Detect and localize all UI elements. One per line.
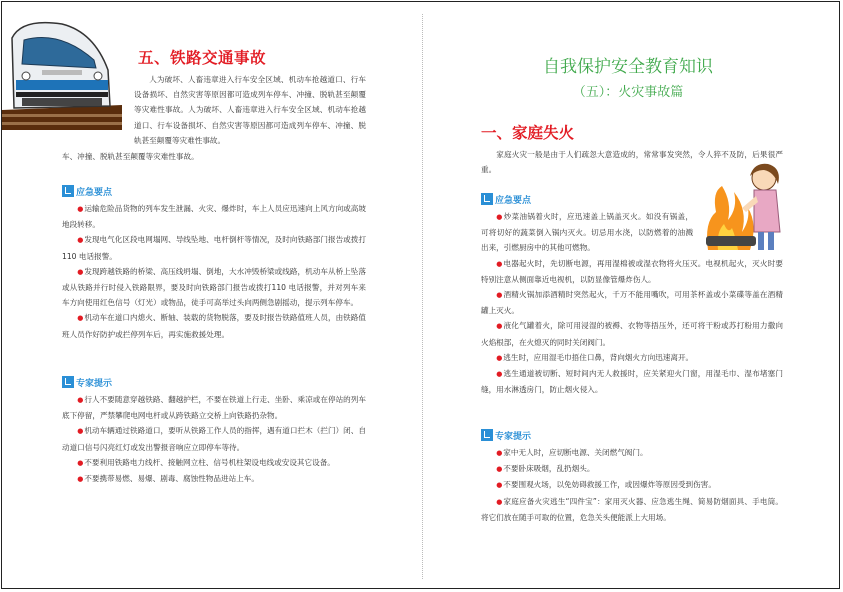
list-item: ● 液化气罐着火，除可用浸湿的被褥、衣物等捂压外，还可将干粉或苏打粉用力撒向火焰根部，在火熄灭的同时关闭阀门。	[481, 318, 783, 349]
home-fire-emergency-list	[481, 209, 783, 397]
emergency-points-heading	[481, 191, 531, 207]
list-item: ● 机动车在道口内熄火、断轴、装载的货物脱落，要及时报告铁路值班人员，由铁路值班人员作好防护或拦停列车后，再实施救援处理。	[62, 310, 366, 341]
railway-emergency-list	[62, 201, 366, 342]
list-item: ● 家中无人时，应切断电源、关闭燃气阀门。	[481, 445, 783, 461]
list-item: ● 不要携带易燃、易爆、剧毒、腐蚀性物品进站上车。	[62, 471, 366, 487]
list-item: ● 行人不要随意穿越铁路、翻越护栏，不要在铁道上行走、坐卧、乘凉或在停站的列车底下停留，严禁攀爬电网电杆或从跨铁路立交桥上向铁路扔杂物。	[62, 392, 366, 423]
train-illustration	[2, 10, 122, 130]
home-fire-intro: 家庭火灾一般是由于人们疏忽大意造成的，常常事发突然，令人猝不及防，后果很严重。	[481, 150, 783, 175]
list-item: ● 不要利用铁路电力线杆、接触网立柱、信号机柱架设电线或安设其它设备。	[62, 455, 366, 471]
list-item: ● 逃生时，应用湿毛巾捂住口鼻，背向烟火方向迅速离开。	[481, 350, 783, 366]
page-subtitle: （五）：火灾事故篇	[572, 85, 684, 100]
arrow-icon	[62, 376, 74, 388]
list-item: ● 机动车辆通过铁路道口，要听从铁路工作人员的指挥，遇有道口拦木（拦门）闭、自动道口信号闪亮红灯或发出警报音响应立即停车等待。	[62, 423, 366, 454]
list-item: ● 不要卧床吸烟，乱扔烟头。	[481, 461, 783, 477]
list-item: ● 电器起火时，先切断电源，再用湿棉被或湿衣物将火压灭。电视机起火，灭火时要特别注意从侧面靠近电视机，以防显像管爆炸伤人。	[481, 256, 783, 287]
expert-tips-label: 专家提示	[495, 431, 532, 442]
list-item: ● 运输危险品货物的列车发生泄漏、火灾、爆炸时，车上人员应迅速向上风方向或高坡地段转移。	[62, 201, 366, 232]
page-spine	[422, 14, 423, 579]
list-item: ● 发现跨越铁路的桥梁、高压线坍塌、倒地，大水冲毁桥梁或线路，机动车从桥上坠落或从铁路并行时侵入铁路限界，要及时向铁路部门报告或拨打110 电话报警，并对列车来车方向使用红色信号（灯光）或物品，徒手可高举过头向两侧急剧摇动，提示列车停车。	[62, 264, 366, 311]
railway-intro: 人为破坏、人畜违章进入行车安全区域、机动车抢越道口、行车设备损坏、自然灾害等原因都可造成列车停车、冲撞、脱轨甚至颠覆等灾难性事故。人为破坏、人畜违章进入行车安全区域、机动车抢越道口、行车设备损坏、自然灾害等原因都可造成列车停车、冲撞、脱轨甚至颠覆等灾难性事故。	[134, 75, 366, 145]
list-item: ● 逃生通道被切断、短时间内无人救援时，应关紧迎火门窗，用湿毛巾、湿布堵塞门缝，用水淋透房门，防止烟火侵入。	[481, 366, 783, 397]
emergency-points-heading	[62, 183, 112, 199]
list-item: ● 家庭应备火灾逃生“四件宝”：家用灭火器、应急逃生绳、简易防烟面具、手电筒。将它们放在随手可取的位置，危急关头便能派上大用场。	[481, 494, 783, 525]
expert-tips-label: 专家提示	[76, 378, 113, 389]
list-item: ● 发现电气化区段电网塌网、导线坠地、电杆倒杆等情况，及时向铁路部门报告或拨打110 电话报警。	[62, 232, 366, 263]
railway-tips-list	[62, 392, 366, 487]
expert-tips-heading	[62, 374, 112, 390]
list-item: ● 不要围观火场，以免妨碍救援工作，或因爆炸等原因受到伤害。	[481, 477, 783, 493]
emergency-points-label: 应急要点	[495, 195, 532, 206]
list-item: ● 酒精火锅加添酒精时突然起火，千万不能用嘴吹，可用茶杯盖或小菜碟等盖在酒精罐上灭火。	[481, 287, 783, 318]
home-fire-section-title: 一、家庭失火	[481, 124, 575, 142]
page-title: 自我保护安全教育知识	[543, 57, 713, 77]
home-fire-tips-list	[481, 445, 783, 525]
arrow-icon	[481, 193, 493, 205]
expert-tips-heading	[481, 427, 531, 443]
emergency-points-label: 应急要点	[76, 187, 113, 198]
list-item: ● 炒菜油锅着火时，应迅速盖上锅盖灭火。如没有锅盖，可将切好的蔬菜倒入锅内灭火。切忌用水浇，以防燃着的油溅出来，引燃厨房中的其他可燃物。	[481, 209, 693, 256]
railway-section-title: 五、铁路交通事故	[138, 49, 267, 67]
arrow-icon	[62, 185, 74, 197]
arrow-icon	[481, 429, 493, 441]
railway-intro-wrap: 车、冲撞、脱轨甚至颠覆等灾难性事故。	[62, 152, 199, 161]
